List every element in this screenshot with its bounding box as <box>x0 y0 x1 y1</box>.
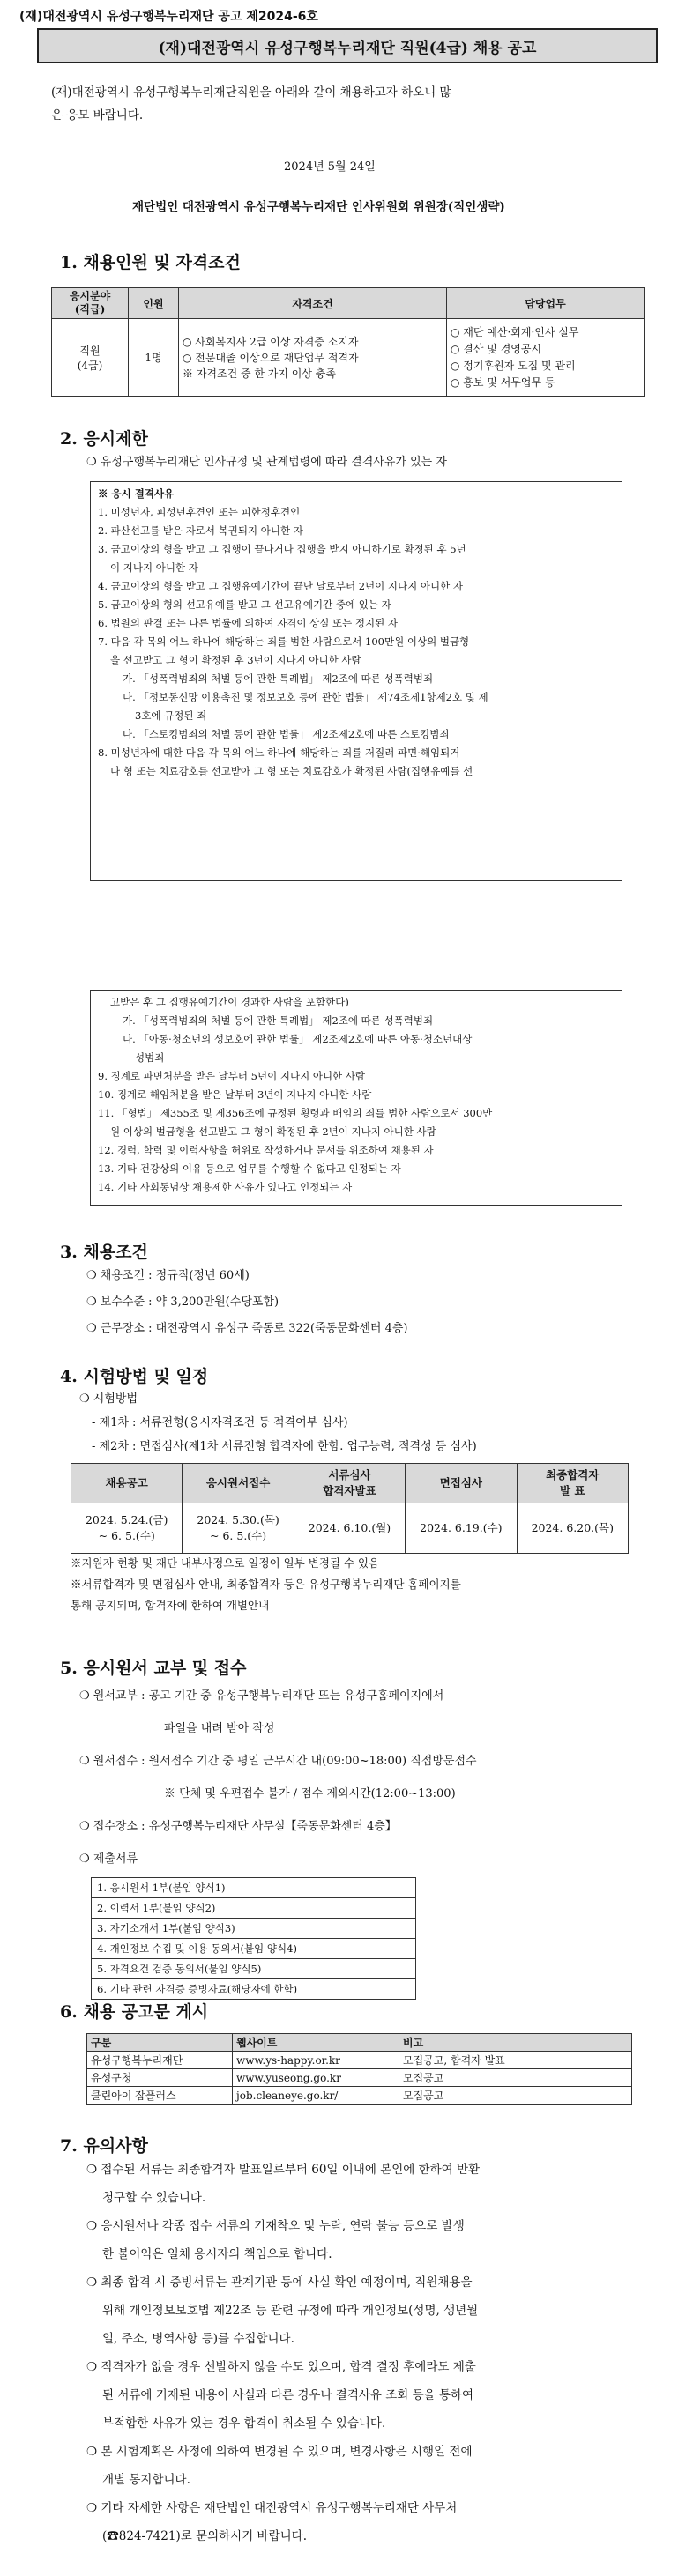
text-line: 나. 「정보통신망 이용촉진 및 정보보호 등에 관한 법률」 제74조제1항제2호 및 제 <box>123 691 488 703</box>
table-cell: 모집공고, 합격자 발표 <box>399 2052 632 2069</box>
section-6-title: 6. 채용 공고문 게시 <box>60 2002 209 2022</box>
schedule-notes: ※지원자 현황 및 재단 내부사정으로 일정이 일부 변경될 수 있음 ※서류합격자 및 면접심사 안내, 최종합격자 등은 유성구행복누리재단 홈페이지를 통해 공지되며, 합격자에 한하여 개별안내 <box>71 1556 461 1612</box>
text-line: ❍ 제출서류 <box>79 1852 138 1866</box>
text-line: 청구할 수 있습니다. <box>102 2191 206 2205</box>
method-block: ❍ 시험방법 - 제1차 : 서류전형(응시자격조건 등 적격여부 심사) - 제2차 : 면접심사(제1차 서류전형 합격자에 한함. 업무능력, 적격성 등 심사) <box>79 1392 477 1453</box>
text-line: 11. 「형법」 제355조 및 제356조에 규정된 횡령과 배임의 죄를 범한 사람으로서 300만 <box>98 1107 493 1119</box>
section-1-title: 1. 채용인원 및 자격조건 <box>60 253 241 272</box>
field-cell: 직원 (4급) <box>52 319 129 397</box>
document-item: 3. 자기소개서 1부(붙임 양식3) <box>92 1919 415 1939</box>
table-cell: job.cleaneye.go.kr/ <box>233 2087 399 2105</box>
restriction-intro: ❍ 유성구행복누리재단 인사규정 및 관계법령에 따라 결격사유가 있는 자 <box>86 456 447 469</box>
text-line: ❍ 적격자가 없을 경우 선발하지 않을 수도 있으며, 합격 결정 후에라도 제출 <box>86 2360 476 2374</box>
text-line: 14. 기타 사회통념상 채용제한 사유가 있다고 인정되는 자 <box>98 1181 353 1193</box>
text-line: ※ 응시 결격사유 <box>98 487 175 500</box>
header-qualifications: 자격조건 <box>179 288 447 319</box>
text-line: ❍ 본 시험계획은 사정에 의하여 변경될 수 있으며, 변경사항은 시행일 전에 <box>86 2445 473 2459</box>
table-row <box>87 2052 632 2069</box>
section-7-title: 7. 유의사항 <box>60 2136 148 2156</box>
text-line: 3호에 규정된 죄 <box>135 709 207 722</box>
table-cell: www.ys-happy.or.kr <box>233 2052 399 2069</box>
text-line: (☎824-7421)로 문의하시기 바랍니다. <box>102 2529 308 2543</box>
text-line: 고받은 후 그 집행유예기간이 경과한 사람을 포함한다) <box>110 996 349 1008</box>
condition-item: ❍ 보수수준 : 약 3,200만원(수당포함) <box>86 1295 279 1309</box>
table-cell: 클린아이 잡플러스 <box>87 2087 233 2105</box>
document-item: 5. 자격요건 검증 동의서(붙임 양식5) <box>92 1959 415 1979</box>
issuer: 재단법인 대전광역시 유성구행복누리재단 인사위원회 위원장(직인생략) <box>132 200 505 214</box>
text-line: ❍ 원서접수 : 원서접수 기간 중 평일 근무시간 내(09:00~18:00) 직접방문접수 <box>79 1755 477 1768</box>
text-line: 한 불이익은 일체 응시자의 책임으로 합니다. <box>102 2247 332 2261</box>
text-line: ※ 단체 및 우편접수 불가 / 점수 제외시간(12:00~13:00) <box>164 1787 456 1800</box>
disqualification-box-2 <box>90 990 622 1206</box>
header-field: 응시분야 (직급) <box>52 288 129 319</box>
required-documents <box>91 1877 416 2000</box>
text-line: 위해 개인정보보호법 제22조 등 관련 규정에 따라 개인정보(성명, 생년월 <box>102 2304 479 2318</box>
conditions-list <box>86 1263 407 1342</box>
text-line: 을 선고받고 그 형이 확정된 후 3년이 지나지 아니한 사람 <box>110 654 361 666</box>
header-count: 인원 <box>129 288 179 319</box>
text-line: 가. 「성폭력범죄의 처벌 등에 관한 특례법」 제2조에 따른 성폭력범죄 <box>123 672 434 685</box>
document-item: 4. 개인정보 수집 및 이용 동의서(붙임 양식4) <box>92 1939 415 1959</box>
text-line: 개별 통지합니다. <box>102 2473 190 2487</box>
schedule-table: 채용공고 응시원서접수 서류심사 합격자발표 면접심사 최종합격자 발 표 2024. 5.24.(금) ~ 6. 5.(수) 2024. 5.30.(목) ~ 6. 5.(수) 2024. 6.10.(월) 2024. 6.19.(수) 2024. 6.20.(목) <box>71 1463 629 1554</box>
text-line: 7. 다음 각 목의 어느 하나에 해당하는 죄를 범한 사람으로서 100만원 이상의 벌금형 <box>98 635 470 648</box>
table-cell: 모집공고 <box>399 2087 632 2105</box>
text-line: 원 이상의 벌금형을 선고받고 그 형이 확정된 후 2년이 지나지 아니한 사람 <box>110 1125 436 1138</box>
text-line: ❍ 최종 합격 시 증빙서류는 관계기관 등에 사실 확인 예정이며, 직원채용을 <box>86 2275 473 2290</box>
text-line: 4. 금고이상의 형을 받고 그 집행유예기간이 끝난 날로부터 2년이 지나지 아니한 자 <box>98 580 463 592</box>
section-3-title: 3. 채용조건 <box>60 1243 148 1262</box>
table-cell: 유성구행복누리재단 <box>87 2052 233 2069</box>
text-line: 3. 금고이상의 형을 받고 그 집행이 끝나거나 집행을 받지 아니하기로 확정된 후 5년 <box>98 543 466 555</box>
table-cell: 유성구청 <box>87 2069 233 2087</box>
notice-number: (재)대전광역시 유성구행복누리재단 공고 제2024-6호 <box>19 10 318 24</box>
text-line: ❍ 접수된 서류는 최종합격자 발표일로부터 60일 이내에 본인에 한하여 반환 <box>86 2163 481 2177</box>
notice-date: 2024년 5월 24일 <box>284 160 376 174</box>
header-duties: 담당업무 <box>447 288 645 319</box>
duties-cell: ○ 재단 예산·회계·인사 실무 ○ 결산 및 경영공시 ○ 정기후원자 모집 및 관리 ○ 홍보 및 서무업무 등 <box>447 319 645 397</box>
table-row <box>87 2069 632 2087</box>
section-4-title: 4. 시험방법 및 일정 <box>60 1367 209 1386</box>
posting-table: 구분 웹사이트 비고 유성구행복누리재단 www.ys-happy.or.kr 모집공고, 합격자 발표 유성구청 www.yuseong.go.kr 모집공고 클린아이 잡플러스 job.cleaneye.go.kr/ 모집공고 <box>86 2033 632 2105</box>
text-line: 다. 「스토킹범죄의 처벌 등에 관한 법률」 제2조제2호에 따른 스토킹범죄 <box>123 728 450 740</box>
table-row <box>87 2087 632 2105</box>
notes-list <box>86 2156 480 2550</box>
application-info <box>79 1680 477 1875</box>
text-line: 6. 법원의 판결 또는 다른 법률에 의하여 자격이 상실 또는 정지된 자 <box>98 617 399 629</box>
text-line: ❍ 기타 자세한 사항은 재단법인 대전광역시 유성구행복누리재단 사무처 <box>86 2501 458 2515</box>
page-title: (재)대전광역시 유성구행복누리재단 직원(4급) 채용 공고 <box>37 28 658 63</box>
document-item: 1. 응시원서 1부(붙임 양식1) <box>92 1878 415 1898</box>
section-5-title: 5. 응시원서 교부 및 접수 <box>60 1659 247 1678</box>
text-line: 12. 경력, 학력 및 이력사항을 허위로 작성하거나 문서를 위조하여 채용된 자 <box>98 1144 434 1156</box>
text-line: 일, 주소, 병역사항 등)를 수집합니다. <box>102 2332 294 2346</box>
text-line: 성범죄 <box>135 1051 165 1064</box>
disqualification-box-1 <box>90 481 622 881</box>
table-cell: 모집공고 <box>399 2069 632 2087</box>
text-line: ❍ 접수장소 : 유성구행복누리재단 사무실【죽동문화센터 4층】 <box>79 1820 397 1833</box>
recruitment-table <box>51 287 645 397</box>
text-line: 이 지나지 아니한 자 <box>110 561 198 574</box>
text-line: 9. 징계로 파면처분을 받은 날부터 5년이 지나지 아니한 사람 <box>98 1070 366 1082</box>
text-line: 나. 「아동·청소년의 성보호에 관한 법률」 제2조제2호에 따른 아동·청소년대상 <box>123 1033 473 1045</box>
intro-text: (재)대전광역시 유성구행복누리재단직원을 아래와 같이 채용하고자 하오니 많 은 응모 바랍니다. <box>51 85 451 122</box>
text-line: 파일을 내려 받아 작성 <box>164 1722 275 1735</box>
text-line: 8. 미성년자에 대한 다음 각 목의 어느 하나에 해당하는 죄를 저질러 파면·해임되거 <box>98 746 460 759</box>
text-line: 2. 파산선고를 받은 자로서 복권되지 아니한 자 <box>98 524 303 537</box>
count-cell: 1명 <box>129 319 179 397</box>
text-line: 13. 기타 건강상의 이유 등으로 업무를 수행할 수 없다고 인정되는 자 <box>98 1162 401 1175</box>
section-2-title: 2. 응시제한 <box>60 429 148 449</box>
text-line: 가. 「성폭력범죄의 처벌 등에 관한 특례법」 제2조에 따른 성폭력범죄 <box>123 1014 434 1027</box>
table-cell: www.yuseong.go.kr <box>233 2069 399 2087</box>
document-item: 2. 이력서 1부(붙임 양식2) <box>92 1898 415 1919</box>
text-line: 된 서류에 기재된 내용이 사실과 다른 경우나 결격사유 조회 등을 통하여 <box>102 2388 474 2402</box>
text-line: 1. 미성년자, 피성년후견인 또는 피한정후견인 <box>98 506 301 518</box>
text-line: ❍ 원서교부 : 공고 기간 중 유성구행복누리재단 또는 유성구홈페이지에서 <box>79 1689 444 1703</box>
text-line: 10. 징계로 해임처분을 받은 날부터 3년이 지나지 아니한 사람 <box>98 1088 372 1101</box>
condition-item: ❍ 근무장소 : 대전광역시 유성구 죽동로 322(죽동문화센터 4층) <box>86 1322 408 1335</box>
text-line: 나 형 또는 치료감호를 선고받아 그 형 또는 치료감호가 확정된 사람(집행유예를 선 <box>110 765 473 777</box>
document-item: 6. 기타 관련 자격증 증빙자료(해당자에 한함) <box>97 1983 298 1995</box>
text-line: 5. 금고이상의 형의 선고유예를 받고 그 선고유예기간 중에 있는 자 <box>98 598 391 611</box>
text-line: 부적합한 사유가 있는 경우 합격이 취소될 수 있습니다. <box>102 2416 386 2431</box>
qualifications-cell: ○ 사회복지사 2급 이상 자격증 소지자 ○ 전문대졸 이상으로 재단업무 적격자 ※ 자격조건 중 한 가지 이상 충족 <box>179 319 447 397</box>
text-line: ❍ 응시원서나 각종 접수 서류의 기재착오 및 누락, 연락 불능 등으로 발생 <box>86 2219 465 2233</box>
condition-item: ❍ 채용조건 : 정규직(정년 60세) <box>86 1269 250 1282</box>
